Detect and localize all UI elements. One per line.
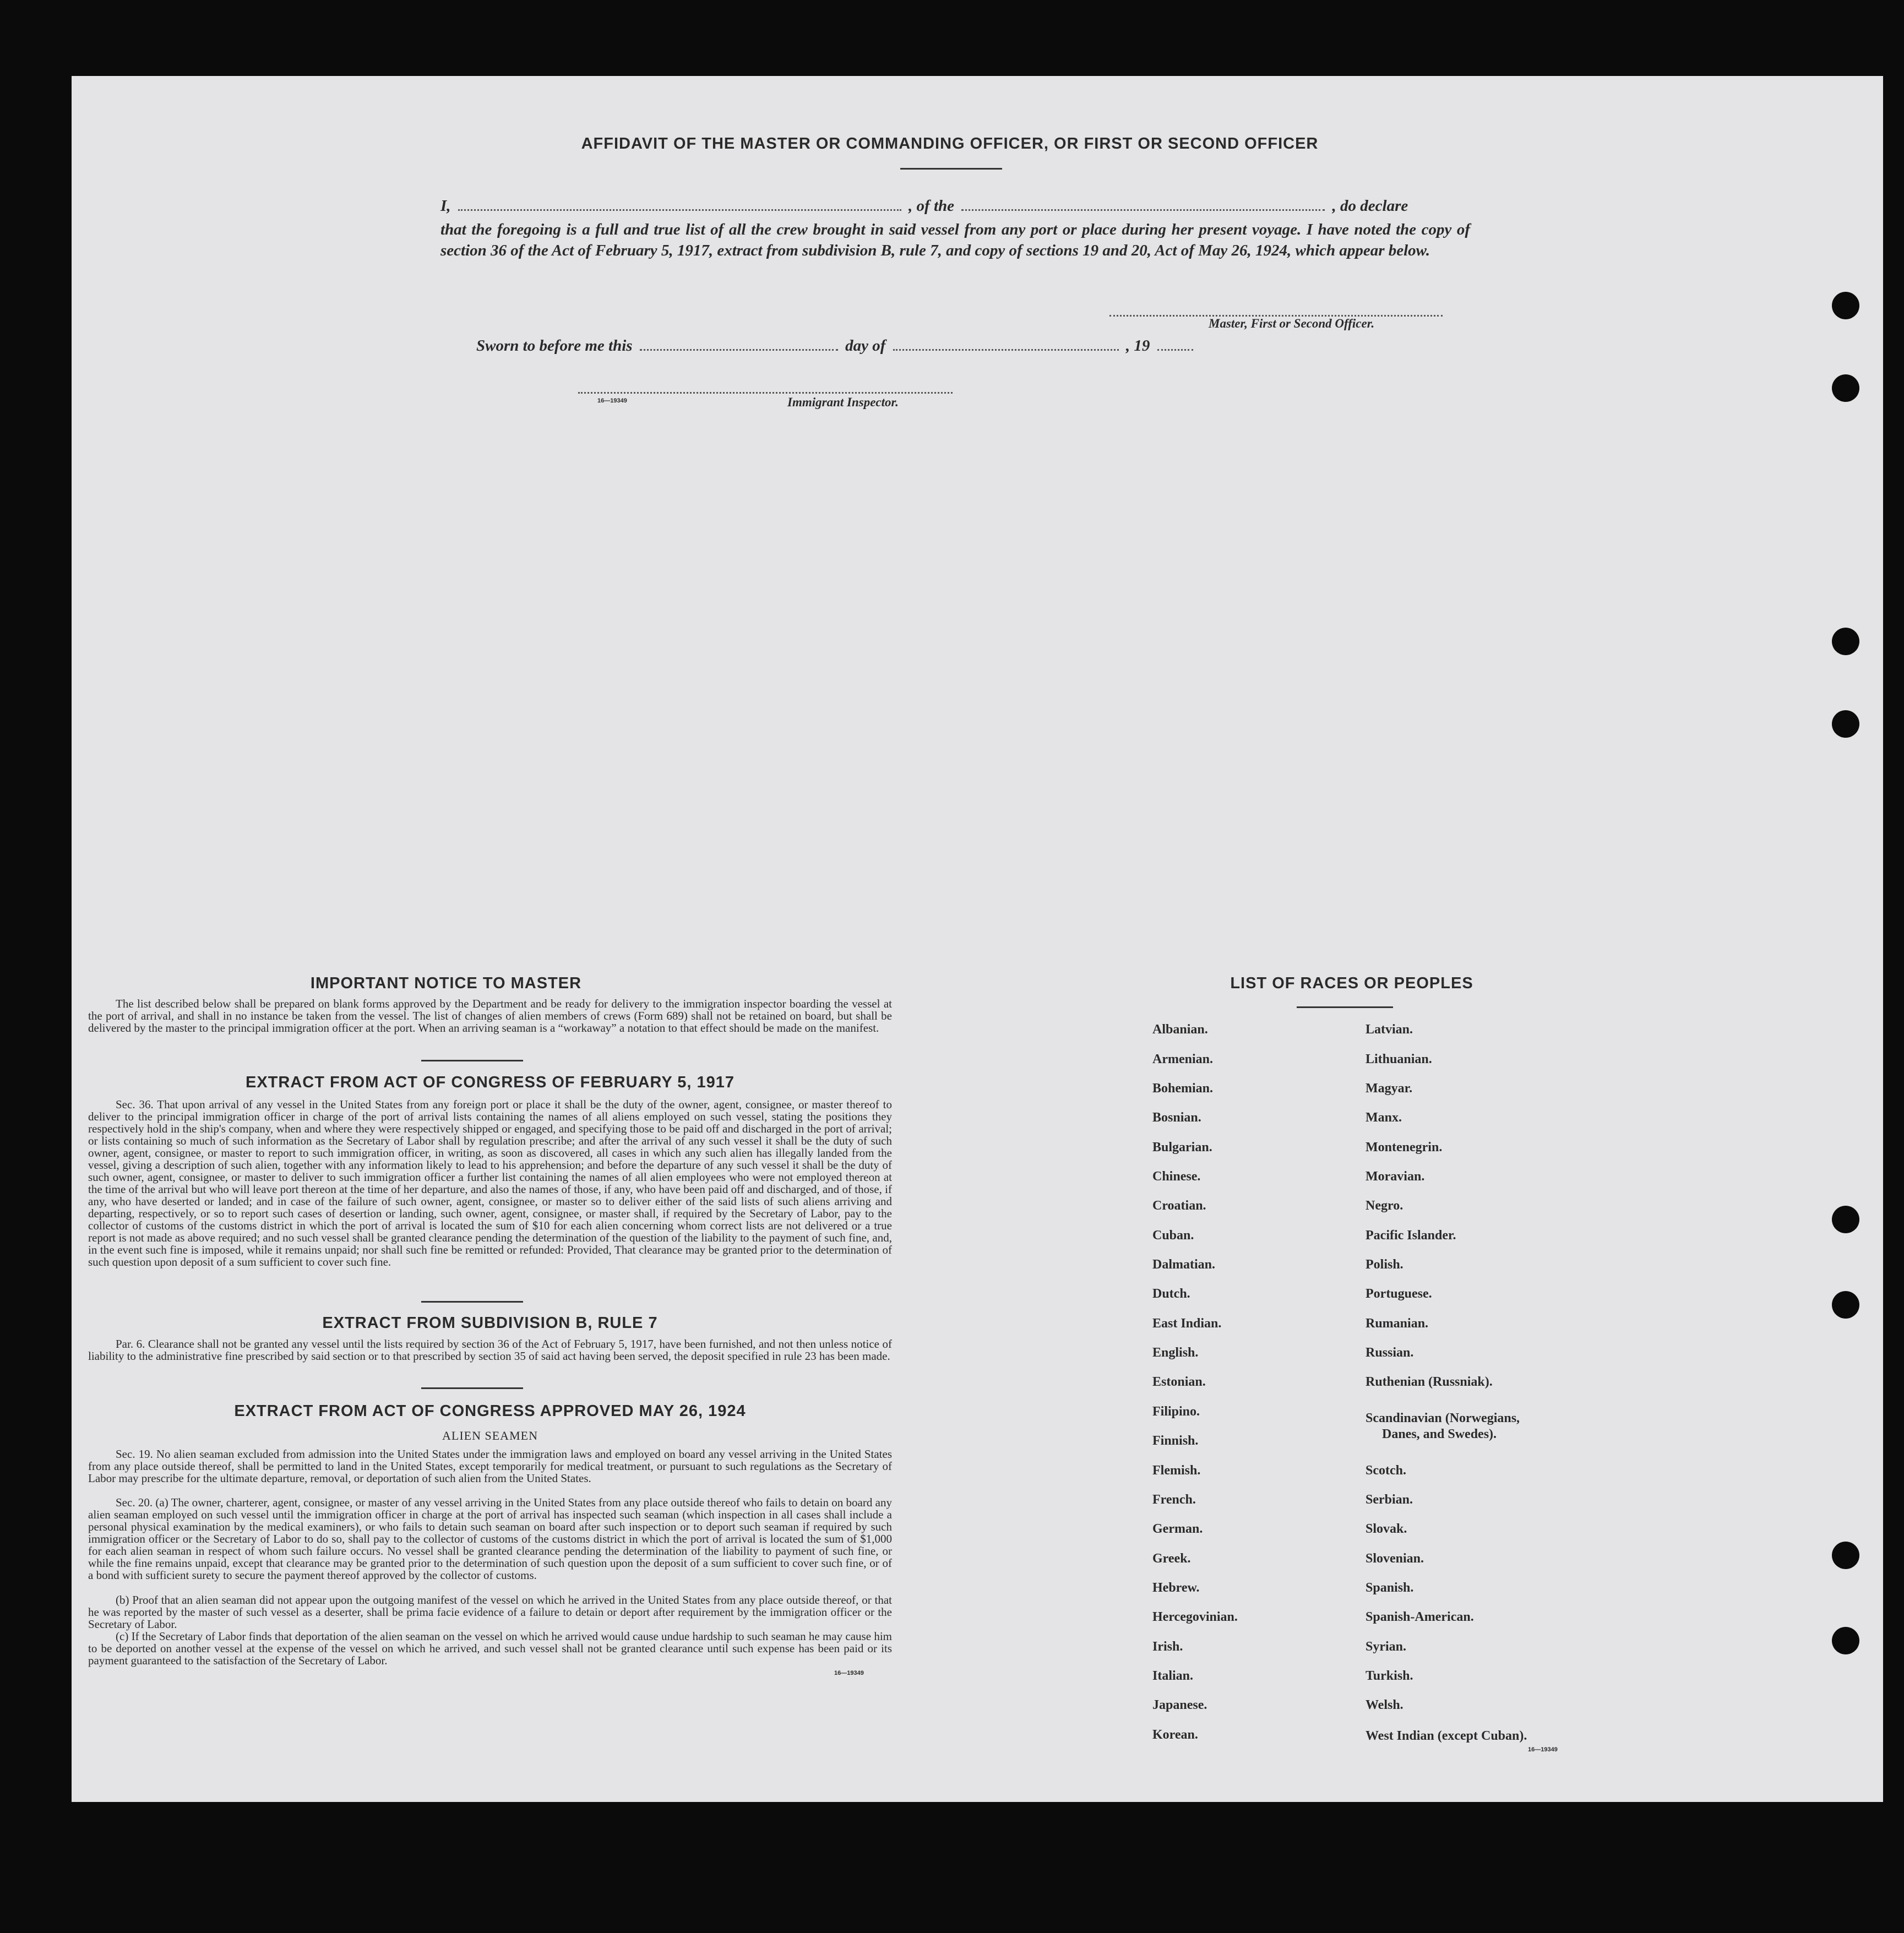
divider — [421, 1060, 523, 1061]
race-item: Scotch. — [1366, 1463, 1406, 1478]
race-item: Bosnian. — [1152, 1110, 1201, 1125]
punch-hole — [1832, 1206, 1859, 1233]
race-item: Rumanian. — [1366, 1316, 1429, 1331]
vessel-field[interactable] — [961, 197, 1325, 211]
race-item: French. — [1152, 1493, 1196, 1507]
affidavit-i: I, — [440, 197, 451, 215]
punch-hole — [1832, 1291, 1859, 1319]
race-item: Dutch. — [1152, 1287, 1190, 1301]
act-1917-text: Sec. 36. That upon arrival of any vessel in the United States from any foreign port or place it shall be the duty of the owner, agent, consignee, or master thereof to deliver to the principal immigration officer in charge of the port of arrival lists containing the names of all aliens employed on such vessel, stating the positions they respectively hold in the ship's company, when and where they were respectively shipped or engaged, and specifying those to be paid off and discharged in the port of arrival; or lists containing so much of such information as the Secretary of Labor shall by regulation prescribe; and after the arrival of any such vessel it shall be the duty of such owner, agent, consignee, or master to report to such immigration officer, in writing, as soon as discovered, all cases in which any such alien has illegally landed from the vessel, giving a description of such alien, together with any information likely to lead to his apprehension; and before the departure of any such vessel it shall be the duty of such owner, agent, consignee, or master to deliver to such immigration officer a further list containing the names of all alien employees who were not employed thereon at the time of the arrival but who will leave port thereon at the time of her departure, and also the names of those, if any, who have been paid off and discharged, and of those, if any, who have deserted or landed; and in case of the failure of such owner, agent, consignee, or master so to deliver either of the said lists of such aliens arriving and departing, respectively, or so to report such cases of desertion or landing, such owner, agent, consignee, or master shall, if required by the Secretary of Labor, pay to the collector of customs of the customs district in which the port of arrival is located the sum of $10 for each alien concerning whom correct lists are not delivered or a true report is not made as above required; and no such vessel shall be granted clearance pending the determination of the question of the liability to the payment of such fine, and, in the event such fine is imposed, while it remains unpaid; nor shall such fine be remitted or refunded: Provided, That clearance may be granted prior to the determination of such question upon deposit of a sum sufficient to cover such fine. — [88, 1098, 892, 1268]
sworn-line — [476, 337, 1196, 355]
race-item: Hercegovinian. — [1152, 1610, 1238, 1624]
race-item: Pacific Islander. — [1366, 1228, 1456, 1243]
race-item: Magyar. — [1366, 1081, 1413, 1096]
race-item: Manx. — [1366, 1110, 1402, 1125]
inspector-signature-line[interactable] — [578, 392, 953, 394]
form-number: 16—19349 — [834, 1670, 864, 1676]
race-item: Turkish. — [1366, 1669, 1413, 1683]
sec-20c-text: (c) If the Secretary of Labor finds that deportation of the alien seaman on the vessel on which he arrived would cause undue hardship to such seaman he may cause him to be deported on another vessel at the expense of the vessel on which he arrived, and such vessel shall not be granted clearance until such expense has been paid or its payment guaranteed to the satisfaction of the Secretary of Labor. — [88, 1630, 892, 1667]
race-item: Danes, and Swedes). — [1382, 1427, 1497, 1441]
race-item: English. — [1152, 1346, 1199, 1360]
race-item: East Indian. — [1152, 1316, 1222, 1331]
race-item: Flemish. — [1152, 1463, 1201, 1478]
race-item: Spanish-American. — [1366, 1610, 1474, 1624]
race-item: Russian. — [1366, 1346, 1414, 1360]
race-item: Negro. — [1366, 1199, 1403, 1213]
race-item: Bohemian. — [1152, 1081, 1214, 1096]
form-number: 16—19349 — [597, 398, 627, 404]
punch-hole — [1832, 628, 1859, 655]
punch-hole — [1832, 710, 1859, 738]
race-item: Welsh. — [1366, 1698, 1403, 1712]
race-item: Syrian. — [1366, 1640, 1407, 1654]
race-item: Albanian. — [1152, 1022, 1208, 1037]
race-item: Estonian. — [1152, 1375, 1206, 1389]
race-item: Latvian. — [1366, 1022, 1413, 1037]
year-label: , 19 — [1125, 337, 1150, 355]
race-item: Greek. — [1152, 1551, 1191, 1566]
race-item: Montenegrin. — [1366, 1140, 1443, 1155]
race-item: German. — [1152, 1522, 1203, 1536]
rule-7-text: Par. 6. Clearance shall not be granted any vessel until the lists required by section 36 of the Act of February 5, 1917, have been furnished, and not then unless notice of liability to the administrative fine prescribed by said section or to that prescribed by section 35 of said act having been served, the deposit specified in rule 23 has been made. — [88, 1337, 892, 1363]
name-field[interactable] — [458, 197, 901, 211]
notice-title: IMPORTANT NOTICE TO MASTER — [310, 974, 582, 992]
punch-hole — [1832, 1542, 1859, 1569]
notice-text: The list described below shall be prepared on blank forms approved by the Department and be ready for delivery to the immigration inspector boarding the vessel at the port of arrival, and shall in no instance be taken from the vessel. The list of changes of alien members of crews (Form 689) shall not be retained on board, but shall be delivered by the master to the principal immigration officer at the port. When an arriving seaman is a “workaway” a notation to that effect should be made on the manifest. — [88, 997, 892, 1034]
sworn-label: Sworn to before me this — [476, 337, 633, 355]
divider — [421, 1301, 523, 1303]
race-item: Chinese. — [1152, 1169, 1201, 1184]
punch-hole — [1832, 1627, 1859, 1654]
punch-hole — [1832, 292, 1859, 319]
punch-hole — [1832, 374, 1859, 402]
inspector-label: Immigrant Inspector. — [787, 395, 899, 409]
race-item: Dalmatian. — [1152, 1257, 1215, 1272]
day-of-label: day of — [845, 337, 886, 355]
race-item: Irish. — [1152, 1640, 1183, 1654]
affidavit-of-the: , of the — [909, 197, 955, 215]
divider — [1297, 1006, 1393, 1008]
race-item: West Indian (except Cuban). — [1366, 1729, 1527, 1743]
month-field[interactable] — [893, 337, 1119, 351]
race-item: Armenian. — [1152, 1052, 1213, 1066]
race-item: Scandinavian (Norwegians, — [1366, 1411, 1520, 1425]
race-item: Ruthenian (Russniak). — [1366, 1375, 1493, 1389]
year-field[interactable] — [1157, 337, 1193, 351]
affidavit-declare: , do declare — [1332, 197, 1408, 215]
rule-7-title: EXTRACT FROM SUBDIVISION B, RULE 7 — [322, 1314, 658, 1332]
race-item: Serbian. — [1366, 1493, 1413, 1507]
act-1917-title: EXTRACT FROM ACT OF CONGRESS OF FEBRUARY 5, 1917 — [245, 1074, 735, 1091]
affidavit-title: AFFIDAVIT OF THE MASTER OR COMMANDING OFFICER, OR FIRST OR SECOND OFFICER — [581, 135, 1319, 153]
day-field[interactable] — [640, 337, 838, 351]
race-item: Italian. — [1152, 1669, 1194, 1683]
master-label: Master, First or Second Officer. — [1209, 317, 1375, 330]
race-item: Portuguese. — [1366, 1287, 1432, 1301]
race-item: Slovenian. — [1366, 1551, 1424, 1566]
divider — [421, 1387, 523, 1389]
sec-20b-text: (b) Proof that an alien seaman did not appear upon the outgoing manifest of the vessel on which he arrived in the United States from any place outside thereof, or that he was reported by the master of such vessel as a deserter, shall be prima facie evidence of a failure to detain or deport after requirement by the immigration officer or the Secretary of Labor. — [88, 1593, 892, 1631]
race-item: Slovak. — [1366, 1522, 1407, 1536]
race-item: Finnish. — [1152, 1434, 1199, 1448]
sec-19-text: Sec. 19. No alien seaman excluded from admission into the United States under the immigration laws and employed on board any vessel arriving in the United States from any place outside thereof, shall be permitted to land in the United States, except temporarily for medical treatment, or pursuant to such regulations as the Secretary of Labor may prescribe for the ultimate departure, removal, or deportation of such alien from the United States. — [88, 1447, 892, 1485]
act-1924-title: EXTRACT FROM ACT OF CONGRESS APPROVED MAY 26, 1924 — [234, 1402, 746, 1420]
race-item: Spanish. — [1366, 1581, 1414, 1595]
affidavit-body: that the foregoing is a full and true list of all the crew brought in said vessel from any port or place during her present voyage. I have noted the copy of section 36 of the Act of February 5, 1917, extract from subdivision B, rule 7, and copy of sections 19 and 20, Act of May 26, 1924, which appear below. — [440, 221, 1470, 259]
race-item: Polish. — [1366, 1257, 1403, 1272]
race-item: Bulgarian. — [1152, 1140, 1212, 1155]
form-number: 16—19349 — [1528, 1746, 1558, 1753]
race-item: Hebrew. — [1152, 1581, 1200, 1595]
alien-seamen-subtitle: ALIEN SEAMEN — [442, 1429, 538, 1442]
race-item: Croatian. — [1152, 1199, 1206, 1213]
race-item: Moravian. — [1366, 1169, 1425, 1184]
divider — [900, 168, 1002, 170]
race-item: Korean. — [1152, 1728, 1198, 1742]
affidavit-line1 — [440, 197, 1470, 215]
race-item: Japanese. — [1152, 1698, 1207, 1712]
race-item: Cuban. — [1152, 1228, 1194, 1243]
race-item: Lithuanian. — [1366, 1052, 1432, 1066]
races-title: LIST OF RACES OR PEOPLES — [1230, 974, 1473, 992]
sec-20a-text: Sec. 20. (a) The owner, charterer, agent, consignee, or master of any vessel arriving in the United States from any place outside thereof who fails to detain on board any alien seaman employed on such vessel until the immigration officer in charge at the port of arrival has inspected such seaman (which inspection in all cases shall include a personal physical examination by the medical examiners), or who fails to detain such seaman on board after such inspection or to deport such seaman if required by such immigration officer or the Secretary of Labor to do so, shall pay to the collector of customs of the customs district in which the port of arrival is located the sum of $1,000 for each alien seaman in respect of whom such failure occurs. No vessel shall be granted clearance pending the determination of the liability to payment of such fine, or while the fine remains unpaid, except that clearance may be granted prior to the determination of such question upon the deposit of a sum sufficient to cover such fine, or of a bond with sufficient surety to secure the payment thereof approved by the collector of customs. — [88, 1496, 892, 1582]
race-item: Filipino. — [1152, 1404, 1200, 1419]
